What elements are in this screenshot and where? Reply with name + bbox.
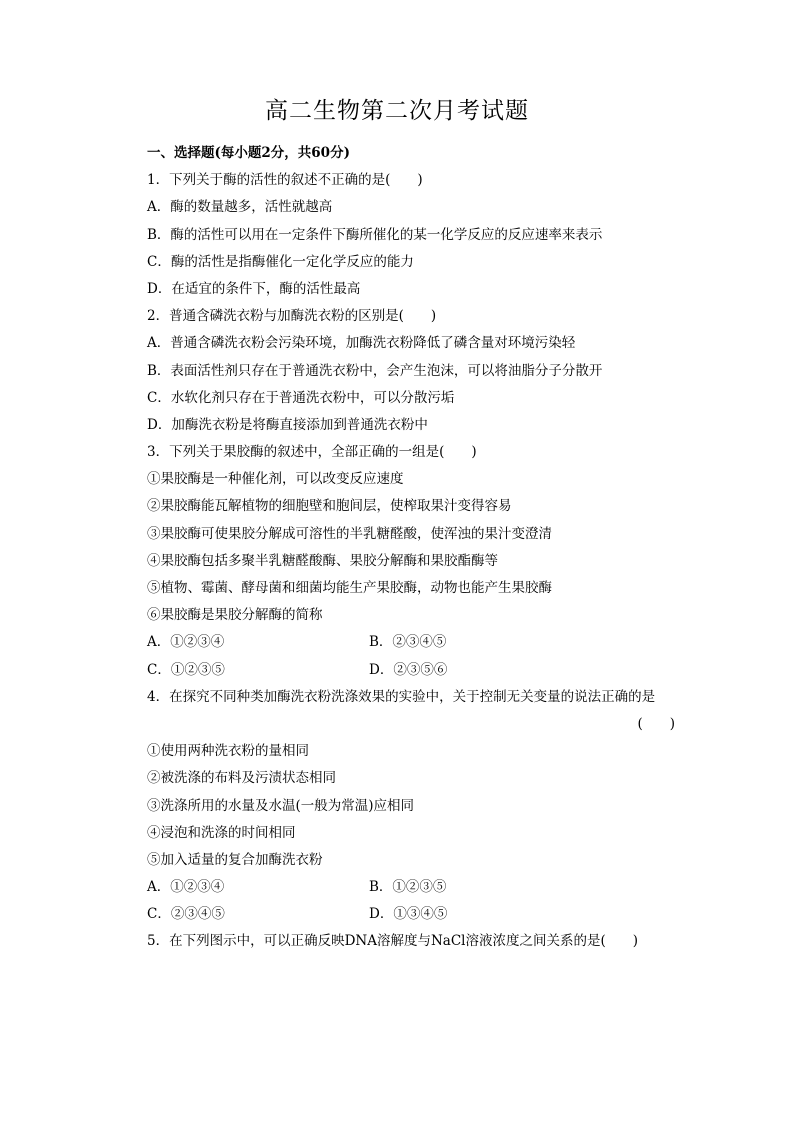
question-4-statement-2: ②被洗涤的布料及污渍状态相同 bbox=[147, 770, 336, 787]
question-1-option-d: D．在适宜的条件下，酶的活性最高 bbox=[147, 280, 361, 297]
question-3-statement-2: ②果胶酶能瓦解植物的细胞壁和胞间层，使榨取果汁变得容易 bbox=[147, 498, 512, 515]
question-4-option-c: C．②③④⑤ bbox=[147, 906, 225, 923]
question-3-statement-4: ④果胶酶包括多聚半乳糖醛酸酶、果胶分解酶和果胶酯酶等 bbox=[147, 552, 498, 569]
question-2-stem: 2．普通含磷洗衣粉与加酶洗衣粉的区别是( ) bbox=[147, 308, 437, 325]
exam-content bbox=[147, 140, 677, 956]
question-3-stem: 3．下列关于果胶酶的叙述中，全部正确的一组是( ) bbox=[147, 444, 477, 461]
question-4-option-a: A．①②③④ bbox=[147, 879, 225, 896]
question-1-option-b: B．酶的活性可以用在一定条件下酶所催化的某一化学反应的反应速率来表示 bbox=[147, 226, 603, 243]
question-3-statement-1: ①果胶酶是一种催化剂，可以改变反应速度 bbox=[147, 471, 404, 488]
question-4-statement-4: ④浸泡和洗涤的时间相同 bbox=[147, 824, 296, 841]
page-title: 高二生物第二次月考试题 bbox=[265, 98, 529, 124]
question-3-option-d: D．②③⑤⑥ bbox=[369, 661, 448, 678]
question-2-option-b: B．表面活性剂只存在于普通洗衣粉中，会产生泡沫，可以将油脂分子分散开 bbox=[147, 362, 603, 379]
question-4-answer-paren: ( ) bbox=[637, 715, 675, 732]
section-heading: 一、选择题(每小题2分，共60分) bbox=[147, 145, 350, 161]
question-3-statement-5: ⑤植物、霉菌、酵母菌和细菌均能生产果胶酶，动物也能产生果胶酶 bbox=[147, 580, 552, 596]
question-1-option-c: C．酶的活性是指酶催化一定化学反应的能力 bbox=[147, 253, 414, 270]
question-4-statement-3: ③洗涤所用的水量及水温(一般为常温)应相同 bbox=[147, 797, 415, 814]
question-4-options-row-1 bbox=[147, 874, 677, 901]
question-1-stem: 1．下列关于酶的活性的叙述不正确的是( ) bbox=[147, 172, 423, 189]
question-5-stem: 5．在下列图示中，可以正确反映DNA溶解度与NaCl溶液浓度之间关系的是( ) bbox=[147, 933, 639, 950]
question-4-option-d: D．①③④⑤ bbox=[369, 906, 448, 923]
question-3-option-c: C．①②③⑤ bbox=[147, 661, 225, 678]
question-4-statement-1: ①使用两种洗衣粉的量相同 bbox=[147, 743, 309, 760]
question-3-statement-6: ⑥果胶酶是果胶分解酶的简称 bbox=[147, 607, 323, 624]
question-3-option-a: A．①②③④ bbox=[147, 634, 225, 651]
question-4-options-row-2 bbox=[147, 901, 677, 928]
question-4-statement-5: ⑤加入适量的复合加酶洗衣粉 bbox=[147, 851, 323, 868]
question-2-option-d: D．加酶洗衣粉是将酶直接添加到普通洗衣粉中 bbox=[147, 416, 428, 433]
question-2-option-c: C．水软化剂只存在于普通洗衣粉中，可以分散污垢 bbox=[147, 389, 455, 406]
question-4-option-b: B．①②③⑤ bbox=[369, 879, 447, 896]
question-1-option-a: A．酶的数量越多，活性就越高 bbox=[147, 199, 333, 216]
question-4-stem: 4．在探究不同种类加酶洗衣粉洗涤效果的实验中，关于控制无关变量的说法正确的是 bbox=[147, 688, 656, 705]
question-2-option-a: A．普通含磷洗衣粉会污染环境，加酶洗衣粉降低了磷含量对环境污染轻 bbox=[147, 335, 576, 352]
question-3-options-row-2 bbox=[147, 657, 677, 684]
question-3-statement-3: ③果胶酶可使果胶分解成可溶性的半乳糖醛酸，使浑浊的果汁变澄清 bbox=[147, 525, 552, 542]
question-3-options-row-1 bbox=[147, 629, 677, 656]
question-3-option-b: B．②③④⑤ bbox=[369, 634, 447, 651]
